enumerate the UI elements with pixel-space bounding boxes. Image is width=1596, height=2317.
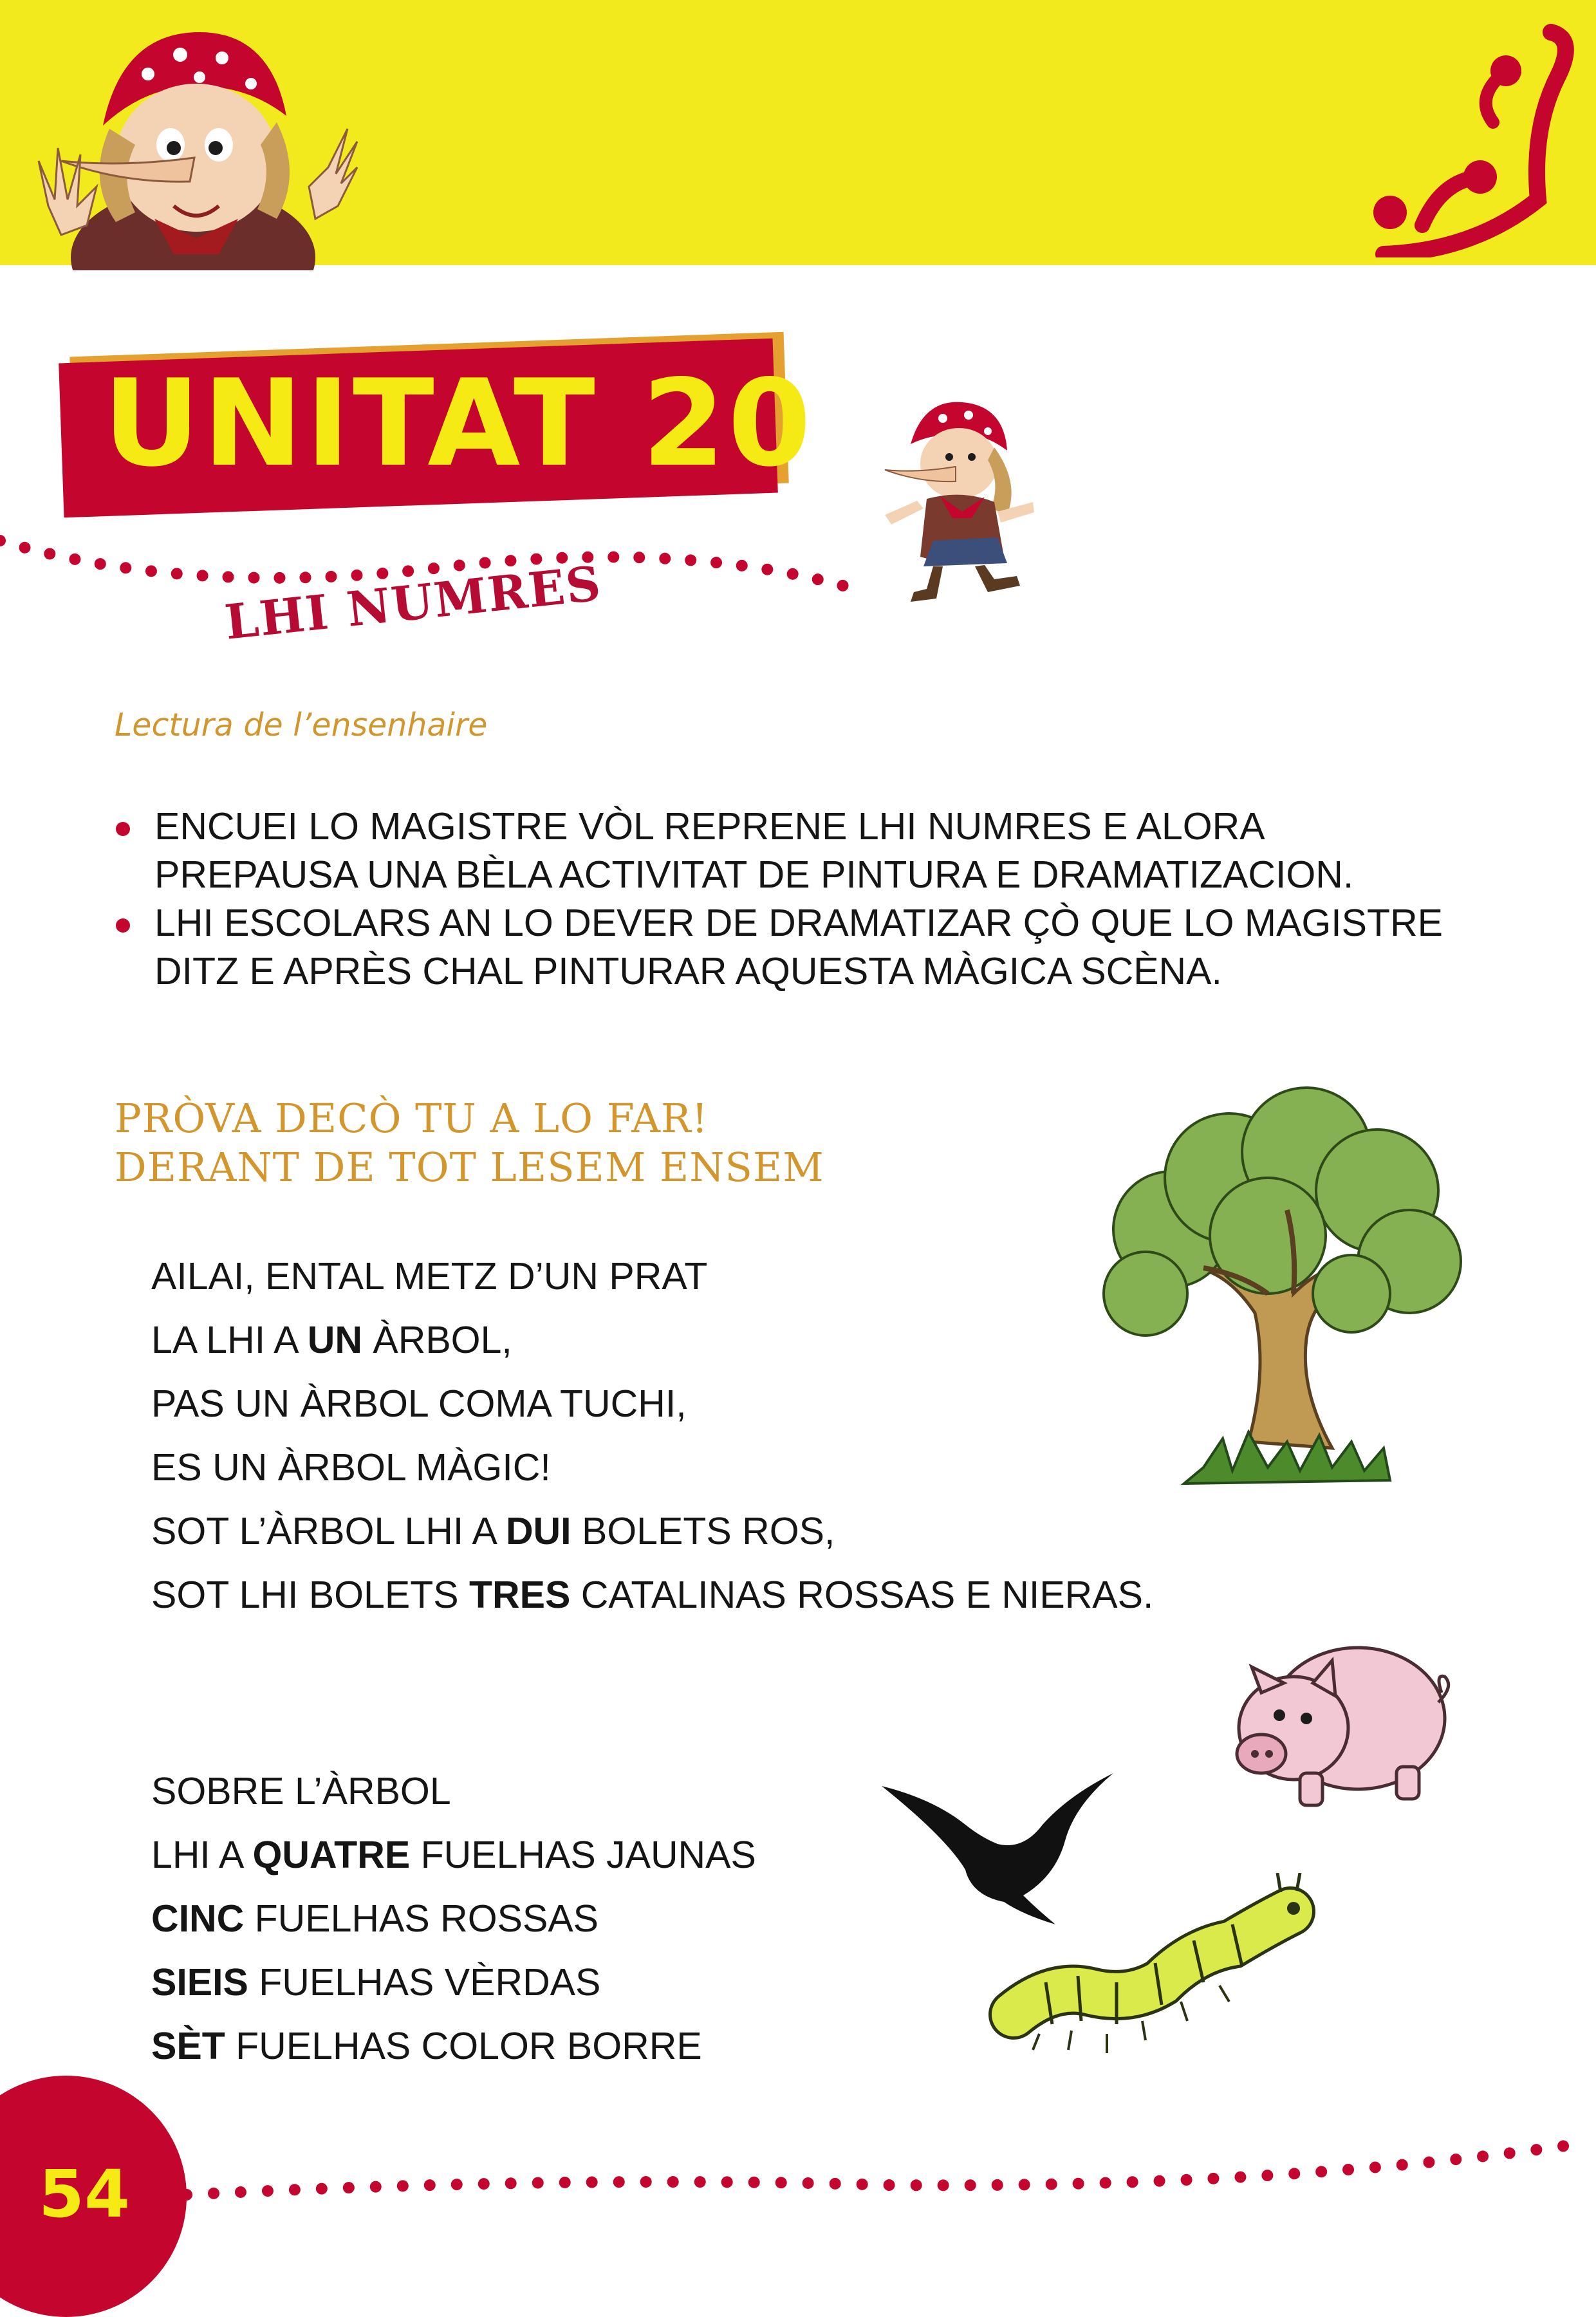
bullet-icon: [116, 918, 130, 933]
poem-line: SÈT FUELHAS COLOR BORRE: [151, 2025, 702, 2067]
number-word: CINC: [151, 1897, 245, 1940]
bullet-icon: [116, 822, 130, 836]
section-heading: [115, 1094, 1048, 1192]
bottom-dotted-divider: [180, 2105, 1596, 2208]
page-number: 54: [39, 2156, 130, 2233]
poem-part-two: [151, 1760, 1245, 2078]
unit-subtitle: LHI NUMRES: [222, 555, 605, 651]
section-heading-line: DERANT DE TOT LESEM ENSEM: [115, 1144, 824, 1191]
list-item: [116, 803, 1454, 899]
section-heading-line: PRÒVA DECÒ TU A LO FAR!: [115, 1095, 709, 1142]
instruction-list: [116, 803, 1454, 996]
poem-line: LA LHI A UN ÀRBOL,: [151, 1319, 512, 1361]
number-word: UN: [307, 1319, 362, 1361]
poem-line: SIEIS FUELHAS VÈRDAS: [151, 1961, 601, 2004]
poem-line: SOT L’ÀRBOL LHI A DUI BOLETS ROS,: [151, 1510, 835, 1552]
instruction-text: LHI ESCOLARS AN LO DEVER DE DRAMATIZAR ÇÒ QUE LO MAGISTRE DITZ E APRÈS CHAL PINTURAR AQUESTA MÀGICA SCÈNA.: [154, 902, 1443, 992]
poem-line: SOT LHI BOLETS TRES CATALINAS ROSSAS E NIERAS.: [151, 1574, 1154, 1616]
poem-line: SOBRE L’ÀRBOL: [151, 1770, 451, 1812]
witch-mascot-illustration: [26, 13, 360, 270]
decorative-swirl: [1345, 19, 1596, 257]
number-word: TRES: [469, 1574, 571, 1616]
list-item: [116, 899, 1454, 996]
poem-line: CINC FUELHAS ROSSAS: [151, 1897, 599, 1940]
reading-label: Lectura de l’ensenhaire: [115, 707, 488, 743]
instruction-text: ENCUEI LO MAGISTRE VÒL REPRENE LHI NUMRES E ALORA PREPAUSA UNA BÈLA ACTIVITAT DE PINTURA E DRAMATIZACION.: [154, 805, 1354, 896]
small-witch-illustration: [859, 386, 1052, 611]
number-word: SIEIS: [151, 1961, 248, 2004]
number-word: QUATRE: [252, 1834, 411, 1876]
poem-line: ES UN ÀRBOL MÀGIC!: [151, 1446, 551, 1489]
number-word: DUI: [505, 1510, 571, 1552]
poem-part-one: [151, 1245, 1245, 1627]
number-word: SÈT: [151, 2025, 225, 2067]
unit-title: UNITAT 20: [103, 353, 814, 493]
poem-line: PAS UN ÀRBOL COMA TUCHI,: [151, 1382, 687, 1425]
pig-illustration: [1223, 1622, 1454, 1815]
poem-line: LHI A QUATRE FUELHAS JAUNAS: [151, 1834, 756, 1876]
poem-line: AILAI, ENTAL METZ D’UN PRAT: [151, 1255, 708, 1298]
